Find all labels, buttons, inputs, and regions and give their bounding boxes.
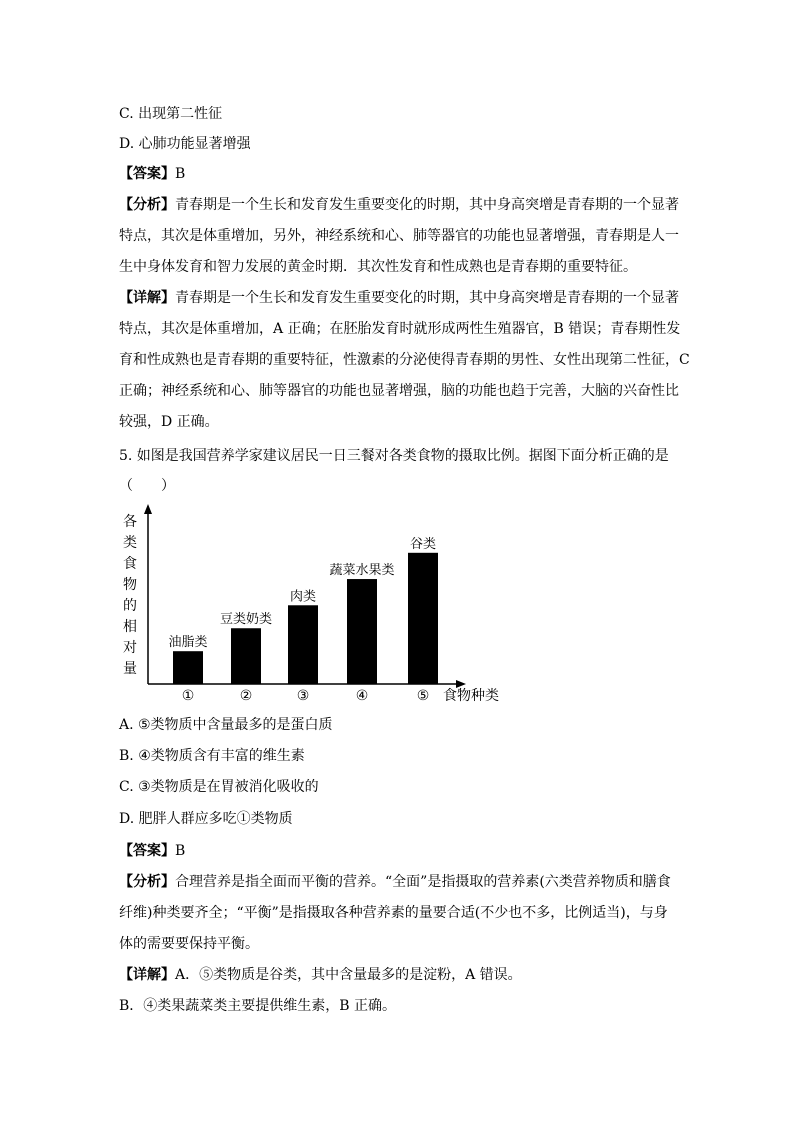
bar <box>173 651 203 684</box>
bar-label: 谷类 <box>409 536 437 552</box>
detail-1 <box>119 283 694 438</box>
analysis-tag: 【分析】 <box>119 874 175 890</box>
bar <box>408 553 438 684</box>
x-tick-label: ③ <box>296 688 310 704</box>
bar <box>288 605 318 684</box>
y-axis-label-char: 相 <box>123 619 137 635</box>
option-c-line: C. 出现第二性征 <box>119 106 223 122</box>
detail-row: B．④类果蔬菜类主要提供维生素，B 正确。 <box>119 998 397 1014</box>
y-axis-label-char: 量 <box>123 661 137 677</box>
y-axis-label-char: 物 <box>123 577 137 593</box>
answer-2 <box>119 842 185 860</box>
x-tick-label: ④ <box>355 688 369 704</box>
x-tick-label: ⑤ <box>416 688 430 704</box>
analysis-tag: 【分析】 <box>119 197 175 213</box>
food-chart <box>110 500 530 710</box>
bars-group <box>168 536 438 684</box>
bar-label: 蔬菜水果类 <box>329 563 395 579</box>
detail-row: 特点，其次是体重增加，A 正确；在胚胎发育时就形成两性生殖器官，B 错误；青春期性发 <box>119 321 681 337</box>
answer-value: B <box>175 166 186 182</box>
analysis-row <box>119 190 694 221</box>
option-b: B. ④类物质含有丰富的维生素 <box>119 748 305 764</box>
y-axis-label-char: 类 <box>123 535 137 551</box>
option-c: C. ③类物质是在胃被消化吸收的 <box>119 779 319 795</box>
y-axis-arrow <box>144 504 152 514</box>
answer-tag: 【答案】 <box>119 843 175 859</box>
detail-row: 正确；神经系统和心、肺等器官的功能也显著增强，脑的功能也趋于完善，大脑的兴奋性比 <box>119 383 679 399</box>
x-ticks-group <box>182 688 430 704</box>
analysis-row: 体的需要要保持平衡。 <box>119 936 259 952</box>
detail-tag: 【详解】 <box>119 290 175 306</box>
analysis-row: 纤维)种类要齐全；“平衡”是指摄取各种营养素的量要合适(不少也不多，比例适当)，与身 <box>119 905 668 921</box>
detail-tag: 【详解】 <box>119 967 175 983</box>
analysis-row: 特点，其次是体重增加，另外，神经系统和心、肺等器官的功能也显著增强，青春期是人一 <box>119 228 679 244</box>
y-axis-label-char: 各 <box>123 514 137 530</box>
analysis-row <box>119 867 694 898</box>
bar-label: 豆类奶类 <box>219 612 273 628</box>
bar-label: 油脂类 <box>168 635 208 651</box>
analysis-text: 合理营养是指全面而平衡的营养。“全面”是指摄取的营养素(六类营养物质和膳食 <box>175 874 671 890</box>
option-a: A. ⑤类物质中含量最多的是蛋白质 <box>119 717 333 733</box>
x-tick-label: ① <box>181 688 195 704</box>
analysis-text: 青春期是一个生长和发育发生重要变化的时期，其中身高突增是青春期的一个显著 <box>175 197 679 213</box>
y-axis-label-char: 的 <box>123 598 137 614</box>
x-axis-label: 食物种类 <box>443 688 499 704</box>
bar <box>231 628 261 684</box>
question-5-paren: （ ） <box>119 478 175 494</box>
y-axis-label-char: 对 <box>123 640 137 656</box>
question-5-stem: 5. 如图是我国营养学家建议居民一日三餐对各类食物的摄取比例。据图下面分析正确的是 <box>119 448 669 464</box>
detail-row: 育和性成熟也是青春期的重要特征，性激素的分泌使得青春期的男性、女性出现第二性征，C <box>119 352 690 368</box>
answer-tag: 【答案】 <box>119 166 175 182</box>
analysis-row: 生中身体发育和智力发展的黄金时期．其次性发育和性成熟也是青春期的重要特征。 <box>119 259 637 275</box>
detail-row: 较强，D 正确。 <box>119 414 219 430</box>
detail-2 <box>119 960 694 1022</box>
bar-label: 肉类 <box>289 589 317 605</box>
detail-text: A．⑤类物质是谷类，其中含量最多的是淀粉，A 错误。 <box>175 967 522 983</box>
y-axis-label-group <box>123 514 137 677</box>
option-d-line: D. 心肺功能显著增强 <box>119 136 251 152</box>
answer-1 <box>119 165 185 183</box>
x-tick-label: ② <box>239 688 253 704</box>
analysis-2 <box>119 867 694 960</box>
detail-text: 青春期是一个生长和发育发生重要变化的时期，其中身高突增是青春期的一个显著 <box>175 290 679 306</box>
analysis-1 <box>119 190 694 283</box>
y-axis-label-char: 食 <box>123 556 137 572</box>
detail-row <box>119 283 694 314</box>
bar <box>347 579 377 684</box>
answer-value: B <box>175 843 186 859</box>
detail-row <box>119 960 694 991</box>
option-d: D. 肥胖人群应多吃①类物质 <box>119 811 293 827</box>
x-axis-arrow <box>456 680 466 688</box>
